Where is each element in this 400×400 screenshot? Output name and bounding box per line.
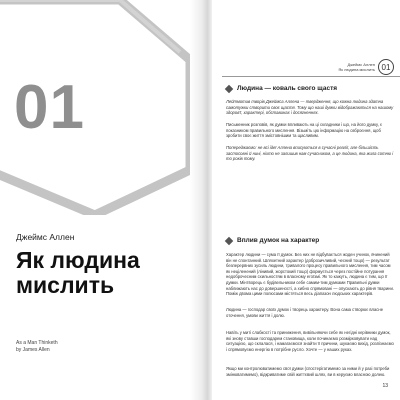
title-line-2: мислить: [16, 272, 115, 298]
diamond-bullet-icon: [225, 236, 233, 244]
left-page: [0, 0, 190, 400]
right-page: [212, 0, 400, 400]
original-title: [16, 340, 58, 354]
paragraph-3: Попереджаємо: не всі ідеї Аллена вписуються в сучасні реалії, але більшість застосовні й нині, ніхто не залишив нам сучасником, а це людина, яка жила сотню і то років тому.: [226, 145, 394, 162]
chapter-badge: 01: [378, 59, 394, 75]
book-title: [16, 248, 186, 298]
section-heading-1: [226, 85, 337, 92]
header-title: Як людина мислить: [338, 66, 375, 72]
section-title-1: Людина — коваль свого щастя: [237, 85, 338, 92]
paragraph-6: Навіть у миті слабкості та приниження, вивільняючи себе як негідні керівники думок, які знову ставши господарем становища, коли починаємо розмірковувати над ситуацією, що склалася, і намагаємося знайти її причини, шукаємо вихід, розпізнаємо і спрямовуємо енергію в потрібне русло. Хочте — у наших руках.: [226, 330, 394, 352]
paragraph-1: Лейтмотив творів Джеймса Аллена — твердження, що кожна людина здатна самотужки створити своє щастя. Тому що наші думки відображаються на нашому здоров'ї, характері, обставинах і досягненнях.: [226, 99, 394, 116]
page-number: 13: [382, 383, 388, 389]
header-divider: [222, 76, 400, 77]
header-text: [338, 62, 375, 72]
author-name: Джеймс Аллен: [16, 232, 75, 242]
section-title-2: Вплив думок на характер: [237, 237, 320, 244]
section-heading-2: [226, 237, 319, 244]
paragraph-2: Письменник розповів, як думки впливають на ці складники і що, на його думку, є показником правильного мислення. Візьміть цю інформацію на озброєння, щоб зробити своє життя змістовнішим та щасливим.: [226, 122, 383, 139]
header-author: Джеймс Аллен: [347, 61, 375, 67]
original-author-line: by James Allen: [16, 347, 50, 353]
paragraph-5: Людина — господар своїх думок і творець характеру. Вона сама створює власне оточення, умови життя і долю.: [226, 307, 384, 318]
book-gutter: [190, 0, 212, 400]
paragraph-7: Якщо ми контролюватимемо свої думки (спостерігатимемо за ними й у разі потреби змінюватимемо), відкриватиме свій життєвий шлях, ви в керуємо власною долею.: [226, 366, 390, 377]
chapter-number: 01: [14, 73, 85, 142]
title-line-1: Як людина: [16, 247, 140, 273]
paragraph-4: Характер людини — сума її думок. Без них не відбувається жоден учинок, вчинений він не спонтанний. Шляхетний характер (доброзичливий, чесний тощо) — результат безперервних зусиль людини, тривалого процесу правильного мислення, тим часом як неціленений (лінивий, жорстокий тощо) формується через постійне потурання недоброчесним схильностям в власному егоїзмі. Як то кажуть, людина є тим, що її думки. Мінтворець є будівельником себе самим-тим думками Правильні думки наближають нас до довершеності, а хибно спрямовані — опускають до рівня тварини. Поміж двома цими полюсами містяться весь діапазон людських характерів.: [226, 252, 394, 297]
original-title-line-1: As a Man Thinketh: [16, 340, 58, 346]
diamond-bullet-icon: [225, 84, 233, 92]
running-header: [338, 58, 394, 76]
